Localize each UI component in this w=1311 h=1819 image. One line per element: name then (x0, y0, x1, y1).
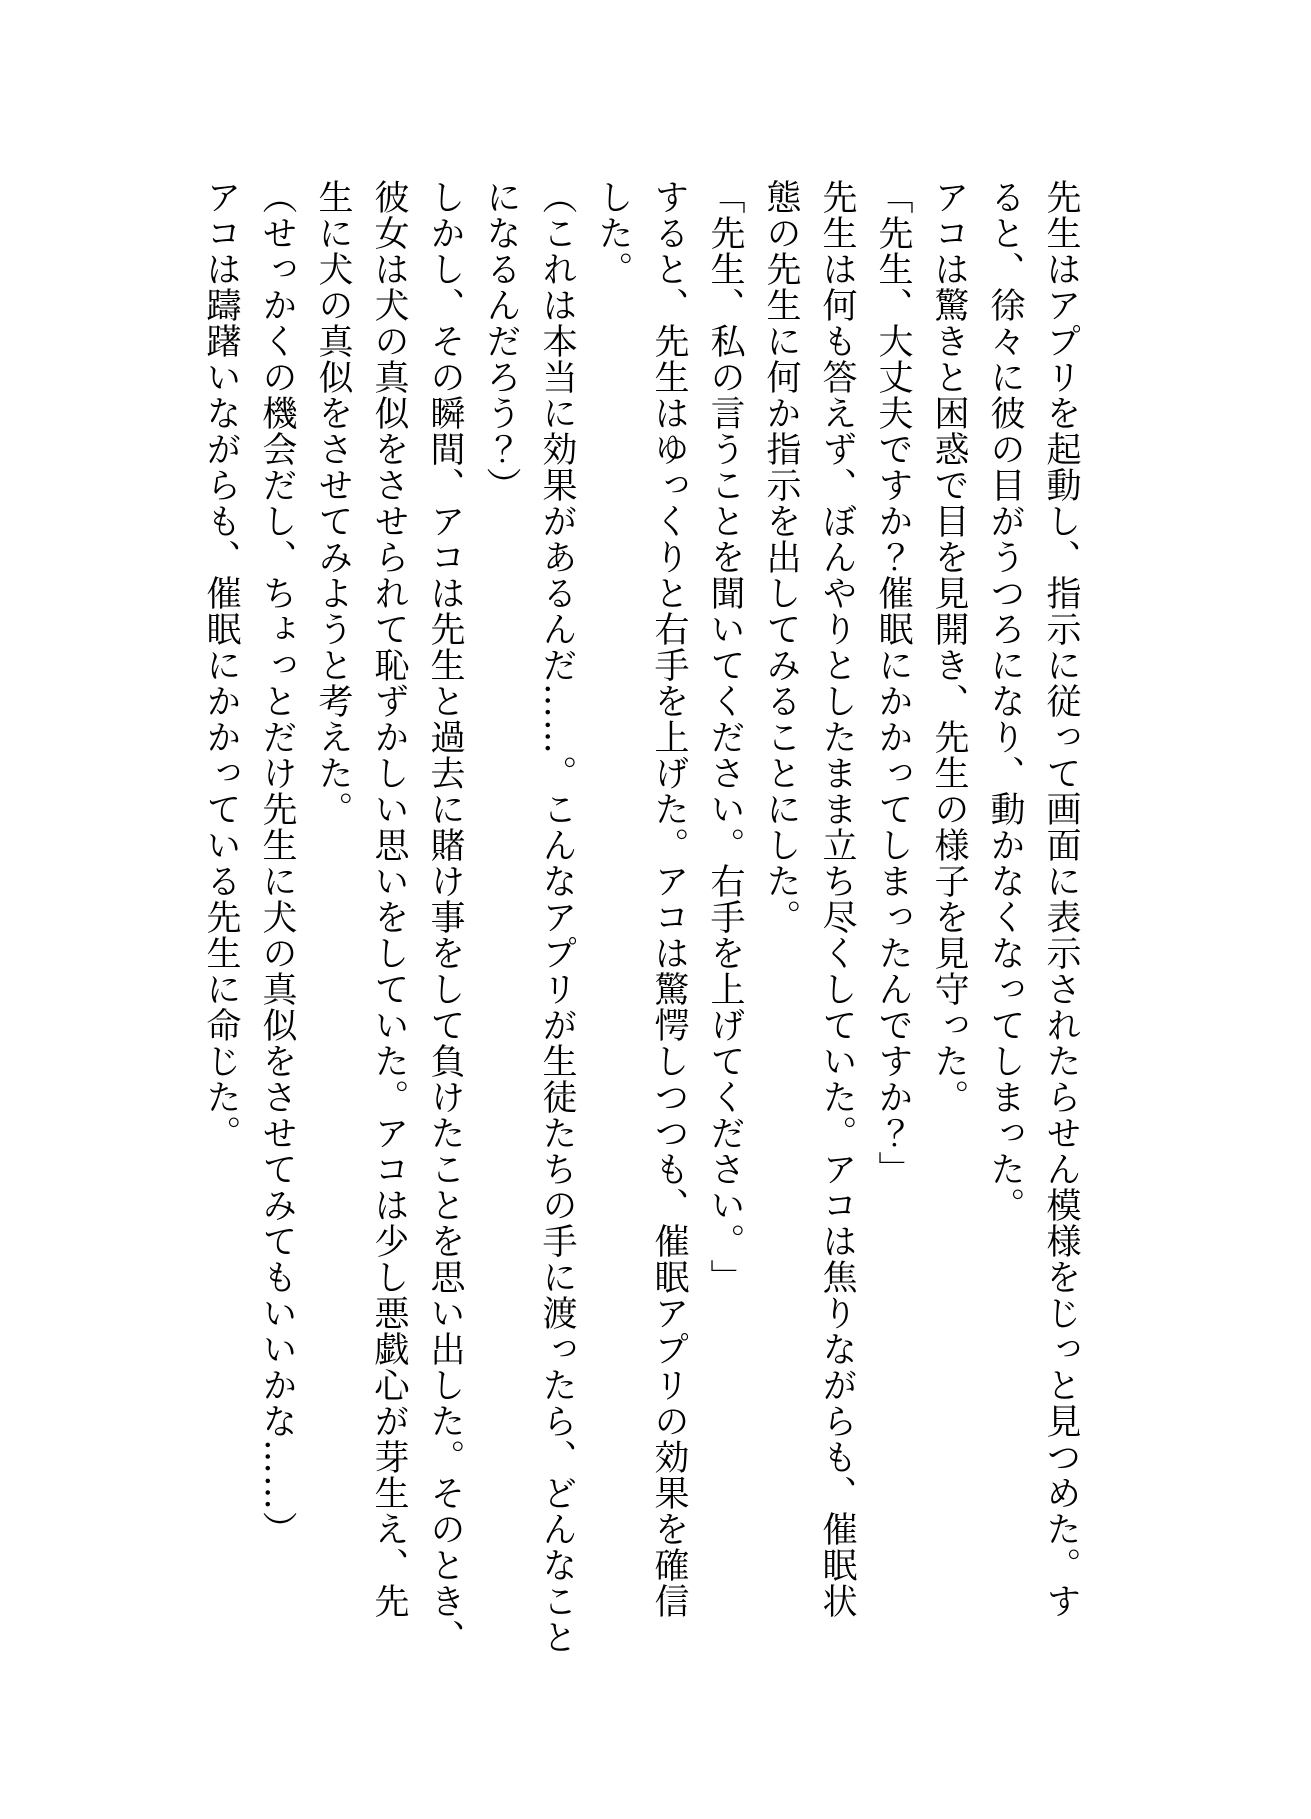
text-line-4: 「先生、大丈夫ですか？催眠にかかってしまったんですか？」 (873, 179, 913, 1187)
text-line-12: しかし、その瞬間、アコは先生と過去に賭け事をして負けたことを思い出した。そのとき、 (425, 179, 465, 1655)
text-line-10: （これは本当に効果があるんだ……。こんなアプリが生徒たちの手に渡ったら、どんなこと (537, 179, 577, 1655)
text-line-5: 先生は何も答えず、ぼんやりとしたまま立ち尽くしていた。アコは焦りながらも、催眠状 (817, 179, 857, 1619)
text-line-1: 先生はアプリを起動し、指示に従って画面に表示されたらせん模様をじっと見つめた。す (1041, 179, 1081, 1619)
text-line-6: 態の先生に何か指示を出してみることにした。 (761, 179, 801, 935)
text-line-8: すると、先生はゆっくりと右手を上げた。アコは驚愕しつつも、催眠アプリの効果を確信 (649, 179, 689, 1619)
text-line-13: 彼女は犬の真似をさせられて恥ずかしい思いをしていた。アコは少し悪戯心が芽生え、先 (369, 179, 409, 1619)
text-line-14: 生に犬の真似をさせてみようと考えた。 (313, 179, 353, 827)
text-line-7: 「先生、私の言うことを聞いてください。右手を上げてください。」 (705, 179, 745, 1295)
text-line-16: アコは躊躇いながらも、催眠にかかっている先生に命じた。 (201, 179, 241, 1151)
text-line-2: ると、徐々に彼の目がうつろになり、動かなくなってしまった。 (985, 179, 1025, 1223)
text-line-15: （せっかくの機会だし、ちょっとだけ先生に犬の真似をさせてみてもいいかな……） (257, 179, 297, 1547)
text-line-9: した。 (593, 179, 633, 287)
vertical-text-block (193, 179, 1089, 1655)
text-line-11: になるんだろう？） (481, 179, 521, 503)
text-line-3: アコは驚きと困惑で目を見開き、先生の様子を見守った。 (929, 179, 969, 1115)
